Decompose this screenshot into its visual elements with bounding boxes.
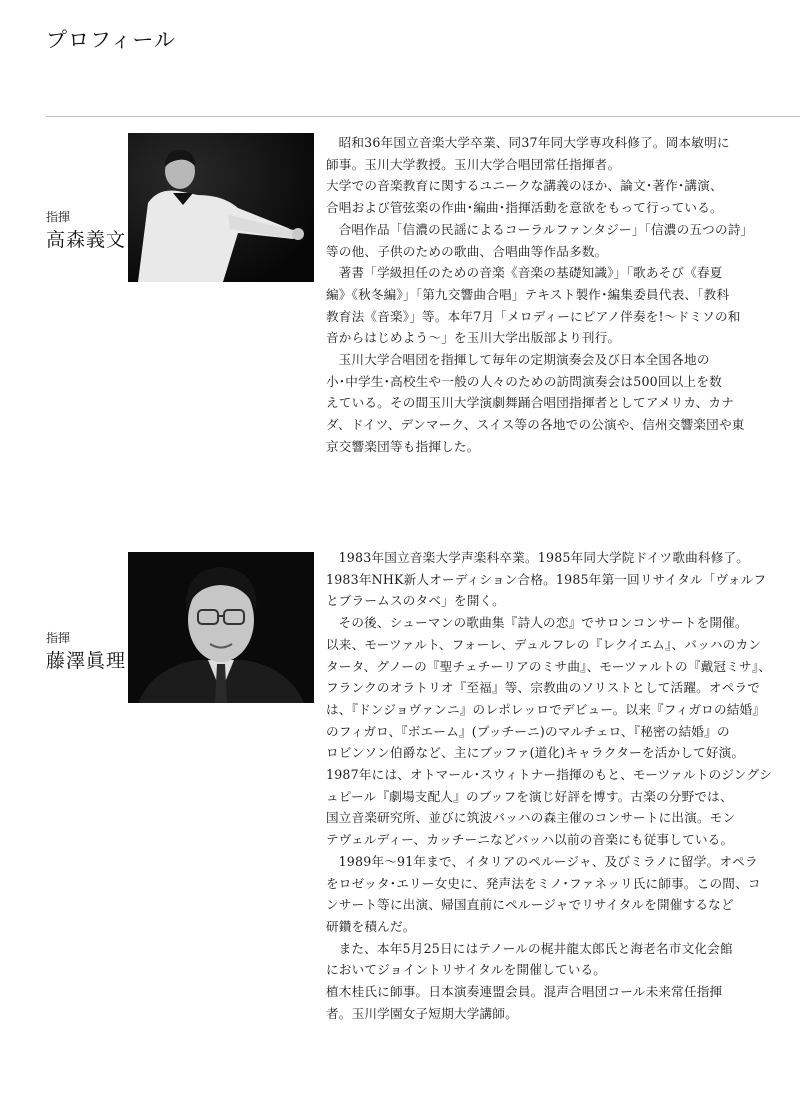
bio-line: 1983年NHK新人オーディション合格。1985年第一回リサイタル「ヴォルフ	[326, 571, 767, 587]
bio-line: 合唱および管弦楽の作曲･編曲･指揮活動を意欲をもって行っている。	[326, 200, 723, 216]
conductor-photo-2-illustration	[128, 552, 314, 703]
page-title: プロフィール	[46, 28, 176, 52]
bio-line: タータ、グノーの『聖チェチーリアのミサ曲』、モーツァルトの『戴冠ミサ』、	[326, 658, 772, 674]
bio-line: 研鑽を積んだ。	[326, 918, 416, 934]
bio-line: 昭和36年国立音楽大学卒業、同37年同大学専攻科修了。岡本敏明に	[338, 135, 730, 150]
bio-line: ンサート等に出演、帰国直前にペルージャでリサイタルを開催するなど	[326, 897, 734, 913]
bio-line: 1989年～91年まで、イタリアのペルージャ、及びミラノに留学。オペラ	[338, 853, 758, 869]
profile-2-bio	[326, 547, 773, 1024]
bio-line: 編》《秋冬編》」「第九交響曲合唱」テキスト製作･編集委員代表、「教科	[326, 286, 730, 302]
bio-line: また、本年5月25日にはテノールの梶井龍太郎氏と海老名市文化会館	[338, 940, 733, 956]
bio-line: 1987年には、オトマール･スウィトナー指揮のもと、モーツァルトのジングシ	[326, 767, 773, 783]
bio-line: 玉川大学合唱団を指揮して毎年の定期演奏会及び日本全国各地の	[338, 352, 710, 368]
bio-line: 音からはじめよう～」を玉川大学出版部より刊行。	[326, 330, 621, 346]
bio-line: その後、シューマンの歌曲集『詩人の恋』でサロンコンサートを開催。	[338, 615, 748, 631]
bio-line: 小･中学生･高校生や一般の人々のための訪問演奏会は500回以上を数	[326, 373, 722, 389]
bio-line: 著書「学級担任のための音楽《音楽の基礎知識》」「歌あそび《春夏	[338, 265, 723, 281]
conductor-photo-2	[128, 552, 314, 703]
bio-line: 等の他、子供のための歌曲、合唱曲等作品多数。	[326, 243, 608, 259]
bio-line: をロゼッタ･エリー女史に、発声法をミノ･ファネッリ氏に師事。この間、コ	[326, 875, 761, 891]
bio-line: ュピール『劇場支配人』のブッフを演じ好評を博す。古楽の分野では、	[326, 788, 733, 804]
profile-2-role: 指揮	[46, 631, 71, 645]
profile-1-name: 高森義文	[46, 229, 127, 251]
bio-line: フランクのオラトリオ『至福』等、宗教曲のソリストとして活躍。オペラで	[326, 680, 761, 696]
bio-line: テヴェルディー、カッチーニなどバッハ以前の音楽にも従事している。	[326, 832, 734, 848]
profile-2-name: 藤澤眞理	[46, 650, 127, 672]
bio-line: は、『ドンジョヴァンニ』のレポレッロでデビュー。以来『フィガロの結婚』	[326, 701, 766, 717]
bio-line: 合唱作品「信濃の民謡によるコーラルファンタジー」「信濃の五つの詩」	[338, 221, 754, 237]
bio-line: 師事。玉川大学教授。玉川大学合唱団常任指揮者。	[326, 156, 621, 172]
bio-line: のフィガロ、『ボエーム』(プッチーニ)のマルチェロ、『秘密の結婚』の	[326, 723, 730, 739]
bio-line: 1983年国立音楽大学声楽科卒業。1985年同大学院ドイツ歌曲科修了。	[338, 550, 750, 565]
bio-line: 植木桂氏に師事。日本演奏連盟会員。混声合唱団コール未来常任指揮	[326, 984, 723, 1000]
bio-line: えている。その間玉川大学演劇舞踊合唱団指揮者としてアメリカ、カナ	[326, 395, 735, 411]
bio-line: 教育法《音楽》」等。本年7月「メロディーにピアノ伴奏を!～ドミソの和	[326, 308, 741, 324]
bio-line: 以来、モーツァルト、フォーレ、デュルフレの『レクイエム』、バッハのカン	[326, 636, 762, 652]
bio-line: 京交響楽団等も指揮した。	[326, 438, 480, 454]
bio-line: ダ、ドイツ、デンマーク、スイス等の各地での公演や、信州交響楽団や東	[326, 417, 745, 433]
profile-1-bio	[326, 132, 770, 458]
bio-line: ロビンソン伯爵など、主にブッファ(道化)キャラクターを活かして好演。	[326, 745, 745, 761]
bio-line: においてジョイントリサイタルを開催している。	[326, 962, 607, 978]
divider	[46, 116, 800, 117]
conductor-photo-1-illustration	[128, 133, 314, 282]
bio-line: 国立音楽研究所、並びに筑波バッハの森主催のコンサートに出演。モン	[326, 810, 736, 826]
conductor-photo-1	[128, 133, 314, 282]
profile-1-role: 指揮	[46, 210, 71, 224]
bio-line: 大学での音楽教育に関するユニークな講義のほか、論文･著作･講演、	[326, 178, 723, 194]
bio-line: とブラームスのタベ」を開く。	[326, 593, 505, 609]
bio-line: 者。玉川学園女子短期大学講師。	[326, 1005, 518, 1021]
